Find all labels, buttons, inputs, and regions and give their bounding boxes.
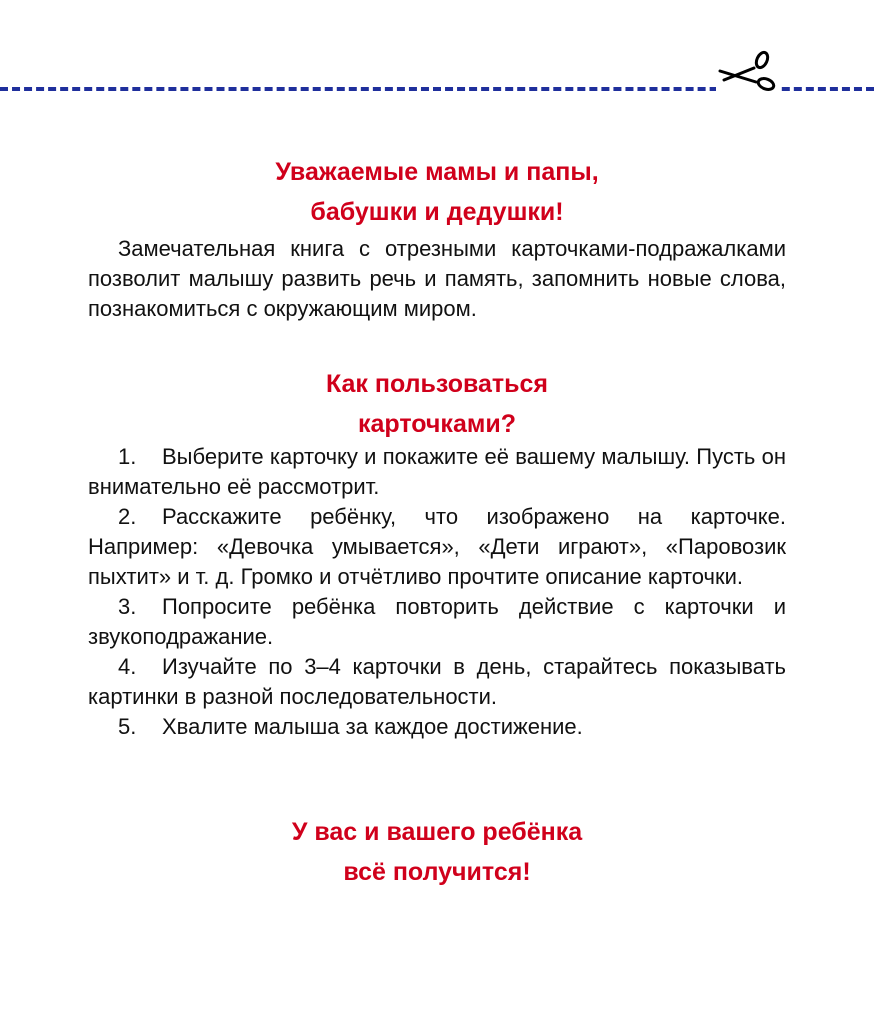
- step-text: Расскажите ребёнку, что изображено на карточке. Например: «Девочка умывается», «Дети играют», «Паровозик пыхтит» и т. д. Громко и отчётливо прочтите описание карточки.: [88, 504, 786, 589]
- list-item: [88, 592, 786, 652]
- step-number: 3.: [118, 594, 137, 619]
- step-text: Попросите ребёнка повторить действие с карточки и звукоподражание.: [88, 594, 786, 649]
- list-item: [88, 502, 786, 592]
- list-item: [88, 442, 786, 502]
- step-number: 2.: [118, 504, 137, 529]
- how-to-heading: Как пользоваться карточками?: [325, 370, 549, 438]
- list-item: [88, 712, 786, 742]
- step-text: Изучайте по 3–4 карточки в день, старайтесь показывать картинки в разной последовательности.: [88, 654, 786, 709]
- intro-paragraph: Замечательная книга с отрезными карточками-подражалками позволит малышу развить речь и память, запомнить новые слова, познакомиться с окружающим миром.: [88, 236, 786, 321]
- step-text: Хвалите малыша за каждое достижение.: [162, 714, 583, 739]
- instructions-list: [88, 442, 786, 742]
- step-text: Выберите карточку и покажите её вашему малышу. Пусть он внимательно её рассмотрит.: [88, 444, 786, 499]
- step-number: 5.: [118, 714, 137, 739]
- greeting-heading: Уважаемые мамы и папы, бабушки и дедушки!: [275, 158, 599, 226]
- list-item: [88, 652, 786, 712]
- closing-heading: У вас и вашего ребёнка всё получится!: [291, 818, 583, 886]
- scissors-icon: [716, 48, 780, 92]
- step-number: 4.: [118, 654, 137, 679]
- step-number: 1.: [118, 444, 137, 469]
